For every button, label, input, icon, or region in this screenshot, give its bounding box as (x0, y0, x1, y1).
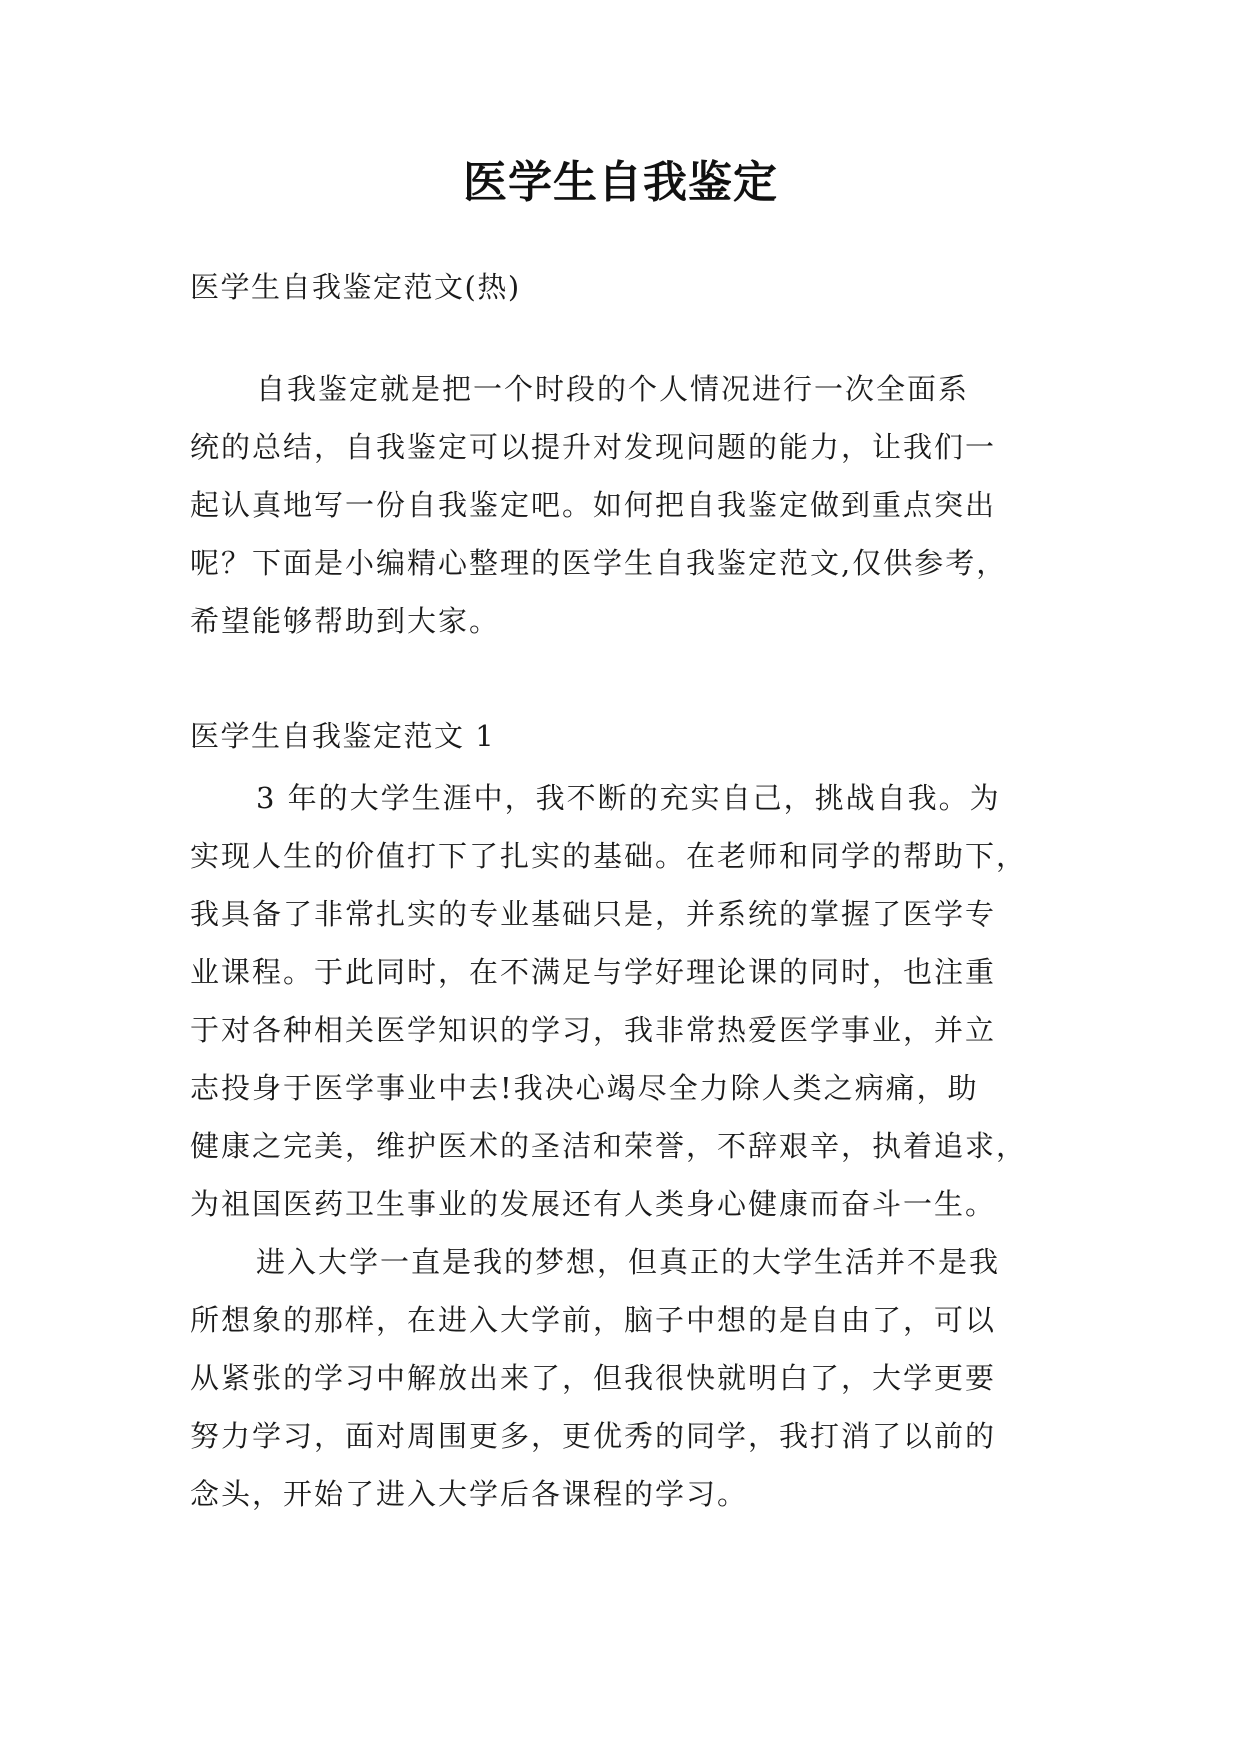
paragraph-line: 自我鉴定就是把一个时段的个人情况进行一次全面系 (256, 372, 970, 406)
paragraph-line: 实现人生的价值打下了扎实的基础。在老师和同学的帮助下， (190, 839, 1028, 873)
paragraph-line: 努力学习，面对周围更多，更优秀的同学，我打消了以前的 (190, 1419, 997, 1453)
paragraph-line: 从紧张的学习中解放出来了，但我很快就明白了，大学更要 (190, 1361, 997, 1395)
paragraph-line: 3 年的大学生涯中，我不断的充实自己，挑战自我。为 (256, 781, 1001, 815)
document-title: 医学生自我鉴定 (463, 157, 778, 208)
section1-paragraph-2 (190, 1233, 1060, 1523)
paragraph-line: 业课程。于此同时，在不满足与学好理论课的同时，也注重 (190, 955, 997, 989)
paragraph-line: 所想象的那样，在进入大学前，脑子中想的是自由了，可以 (190, 1303, 997, 1337)
paragraph-line: 于对各种相关医学知识的学习，我非常热爱医学事业，并立 (190, 1013, 997, 1047)
section-heading: 医学生自我鉴定范文 1 (190, 719, 496, 753)
document-subtitle: 医学生自我鉴定范文(热) (190, 270, 521, 304)
paragraph-line: 进入大学一直是我的梦想，但真正的大学生活并不是我 (256, 1245, 1001, 1279)
intro-paragraph (190, 360, 1060, 650)
paragraph-line: 健康之完美，维护医术的圣洁和荣誉，不辞艰辛，执着追求， (190, 1129, 1028, 1163)
paragraph-line: 我具备了非常扎实的专业基础只是，并系统的掌握了医学专 (190, 897, 997, 931)
section1-paragraph-1 (190, 769, 1060, 1233)
paragraph-line: 念头，开始了进入大学后各课程的学习。 (190, 1477, 749, 1511)
paragraph-line: 为祖国医药卫生事业的发展还有人类身心健康而奋斗一生。 (190, 1187, 997, 1221)
paragraph-line: 志投身于医学事业中去!我决心竭尽全力除人类之病痛，助 (190, 1071, 979, 1105)
paragraph-line: 希望能够帮助到大家。 (190, 604, 501, 638)
paragraph-line: 统的总结，自我鉴定可以提升对发现问题的能力，让我们一 (190, 430, 997, 464)
paragraph-line: 起认真地写一份自我鉴定吧。如何把自我鉴定做到重点突出 (190, 488, 997, 522)
paragraph-line: 呢？下面是小编精心整理的医学生自我鉴定范文,仅供参考， (190, 546, 1008, 580)
